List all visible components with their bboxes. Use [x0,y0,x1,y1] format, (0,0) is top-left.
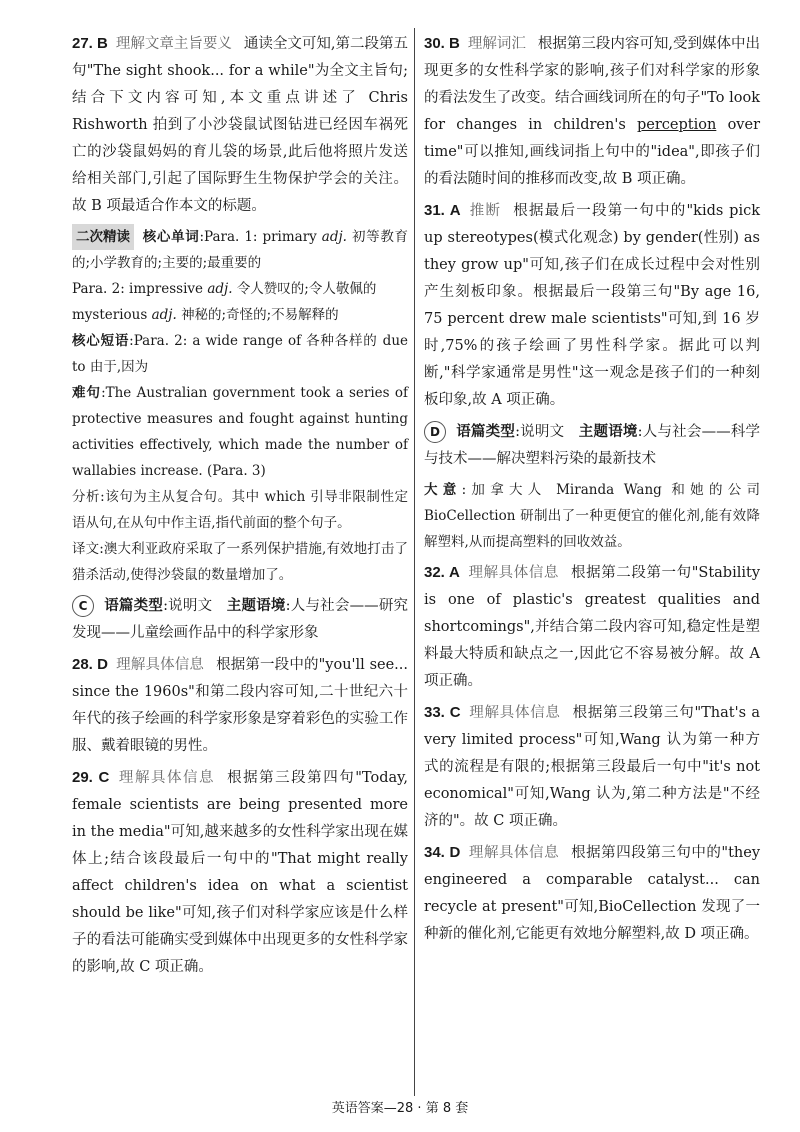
passage-summary: 大意:加拿大人 Miranda Wang 和她的公司 BioCellection 研制出了一种更便宜的催化剂,能有效降解塑料,从而提高塑料的回收效益。 [424,482,761,550]
study-badge: 二次精读 [72,224,134,250]
sentence-analysis: 分析:该句为主从复合句。其中 which 引导非限制性定语从句,在从句中作主语,指代前面的整个句子。 [72,489,408,531]
answer-32: 32. A 理解具体信息 根据第二段第一句"Stability is one of plastic's greatest qualities and shortcomings",并结合第二段内容可知,稳定性是塑料最大特质和缺点之一,因此它不容易被分解。故 A 项正确。 [424,564,761,689]
answer-27: 27. B 理解文章主旨要义 通读全文可知,第二段第五句"The sight shook... for a while"为全文主旨句;结合下文内容可知,本文重点讲述了 Chris Rishworth 拍到了小沙袋鼠试图钻进已经因车祸死亡的沙袋鼠妈妈的育儿袋的场景,此后他将照片发送给相关部门,引起了国际野生生物保护学会的关注。故 B 项最适合作本文的标题。 [72,35,408,214]
answer-33: 33. C 理解具体信息 根据第三段第三句"That's a very limited process"可知,Wang 认为第一种方式的流程是有限的;根据第三段最后一句中"it's not economical"可知,Wang 认为,第二种方法是"不经济的"。故 C 项正确。 [424,704,760,829]
core-vocab: 二次精读 核心单词:Para. 1: primary adj. 初等教育的;小学教育的;主要的;最重要的 [72,224,408,276]
section-d-badge: D [424,421,446,443]
section-c-badge: C [72,595,94,617]
page-footer: 英语答案—28 · 第 8 套 [331,1101,469,1116]
sentence-translation: 译文:澳大利亚政府采取了一系列保护措施,有效地打击了猎杀活动,使得沙袋鼠的数量增加了。 [72,541,408,583]
answer-29: 29. C 理解具体信息 根据第三段第四句"Today, female scientists are being presented more in the media"可知,越来越多的女性科学家出现在媒体上;结合该段最后一句中的"That might really affect children's idea on what a scientist should be like"可知,孩子们对科学家应该是什么样子的看法可能确实受到媒体中出现更多的女性科学家的影响,故 C 项正确。 [72,769,409,975]
core-phrases: 核心短语:Para. 2: a wide range of 各种各样的 due to 由于,因为 [72,333,408,375]
vocab-line-3: mysterious adj. 神秘的;奇怪的;不易解释的 [72,307,339,323]
answer-34: 34. D 理解具体信息 根据第四段第三句中的"they engineered a comparable catalyst... can recycle at present"可知,BioCellection 发现了一种新的催化剂,它能更有效地分解塑料,故 D 项正确。 [424,844,761,942]
hard-sentence: 难句:The Australian government took a series of protective measures and fought against hunting activities effectively, which made the number of wallabies increase. (Para. 3) [72,385,408,479]
answer-28: 28. D 理解具体信息 根据第一段中的"you'll see... since the 1960s"和第二段内容可知,二十世纪六十年代的孩子绘画的科学家形象是穿着彩色的实验工作服、戴着眼镜的男性。 [72,656,409,754]
answer-31: 31. A 推断 根据最后一段第一句中的"kids pick up stereotypes(模式化观念) by gender(性别) as they grow up"可知,孩子们在成长过程中会对性别产生刻板印象。根据最后一段第三句"By age 16, 75 percent drew male scientists"可知,到 16 岁时,75%的孩子绘画了男性科学家。据此可以判断,"科学家通常是男性"这一观念是孩子们的一种刻板印象,故 A 项正确。 [424,202,761,408]
left-column [72,30,408,985]
answer-30: 30. B 理解词汇 根据第三段内容可知,受到媒体中出现更多的女性科学家的影响,孩子们对科学家的形象的看法发生了改变。结合画线词所在的句子"To look for changes in children's perception over time"可以推知,画线词指上句中的"idea",即孩子们的看法随时间的推移而改变,故 B 项正确。 [424,35,761,187]
right-column [424,30,760,952]
underlined-word: perception [637,117,717,133]
section-d-header: D 语篇类型:说明文 主题语境:人与社会——科学与技术——解决塑料污染的最新技术 [424,423,761,467]
section-c-header: C 语篇类型:说明文 主题语境:人与社会——研究发现——儿童绘画作品中的科学家形象 [72,597,409,641]
column-divider [414,28,415,1096]
vocab-line-2: Para. 2: impressive adj. 令人赞叹的;令人敬佩的 [72,281,377,297]
